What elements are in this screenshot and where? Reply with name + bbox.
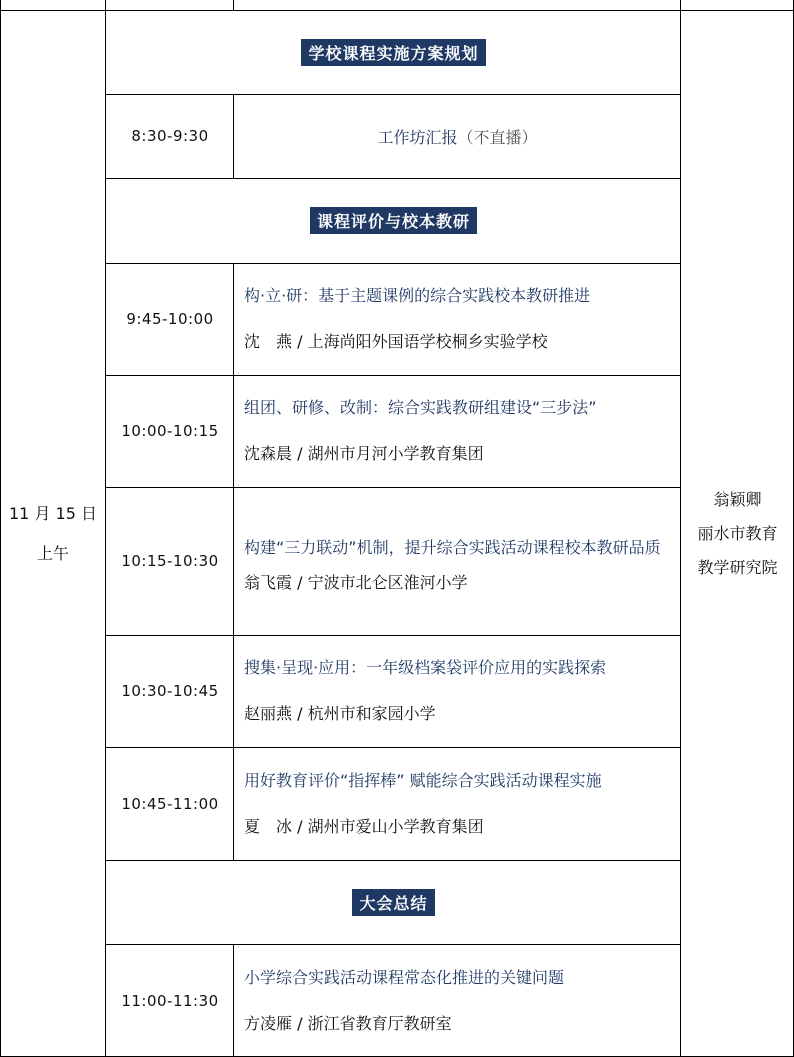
talk-speaker: 沈森晨 / 湖州市月河小学教育集团 [244, 444, 484, 463]
time-cell: 10:00-10:15 [121, 422, 219, 440]
table-border [105, 860, 681, 861]
talk-speaker: 方凌雁 / 浙江省教育厅教研室 [244, 1013, 452, 1033]
workshop-title: 工作坊汇报 [377, 127, 458, 147]
talk-speaker: 夏 冰 / 湖州市爱山小学教育集团 [244, 816, 484, 836]
table-border [105, 487, 681, 488]
table-border [105, 747, 681, 748]
table-border [680, 0, 681, 1057]
host-name: 翁颖卿 [713, 489, 762, 509]
table-border [105, 94, 681, 95]
table-border [105, 263, 681, 264]
table-border [0, 10, 794, 11]
table-border [105, 635, 681, 636]
section-header [106, 178, 681, 263]
table-border [105, 944, 681, 945]
table-border [233, 94, 234, 178]
talk-cell [234, 375, 681, 487]
talk-cell [234, 635, 681, 747]
talk-speaker: 翁飞霞 / 宁波市北仑区淮河小学 [244, 573, 468, 592]
section-badge: 学校课程实施方案规划 [301, 39, 485, 66]
table-border [0, 0, 1, 1057]
date-cell [0, 10, 106, 1057]
section-header [106, 860, 681, 944]
table-border [105, 178, 681, 179]
time-cell: 9:45-10:00 [126, 310, 214, 328]
time-cell: 10:15-10:30 [121, 552, 219, 570]
host-org-line2: 教学研究院 [697, 557, 778, 577]
workshop-note: （不直播） [457, 127, 538, 147]
talk-cell [234, 487, 681, 635]
section-badge: 课程评价与校本教研 [310, 207, 477, 234]
date-day: 11 月 15 日 [9, 503, 97, 523]
table-border [233, 944, 234, 1057]
table-border [105, 0, 106, 1057]
talk-speaker: 沈 燕 / 上海尚阳外国语学校桐乡实验学校 [244, 332, 548, 351]
host-cell [681, 10, 794, 1057]
time-cell: 10:45-11:00 [121, 794, 219, 813]
talk-title: 组团、研修、改制：综合实践教研组建设“三步法” [244, 398, 597, 417]
talk-title: 构·立·研：基于主题课例的综合实践校本教研推进 [244, 286, 591, 305]
workshop-cell [234, 94, 681, 178]
talk-cell [234, 747, 681, 860]
section-badge: 大会总结 [352, 889, 434, 916]
talk-title: 小学综合实践活动课程常态化推进的关键问题 [244, 967, 565, 987]
talk-title: 构建“三力联动”机制，提升综合实践活动课程校本教研品质 [244, 538, 661, 557]
time-cell: 8:30-9:30 [131, 127, 209, 145]
date-period: 上午 [36, 543, 69, 563]
talk-title: 用好教育评价“指挥棒” 赋能综合实践活动课程实施 [244, 770, 602, 790]
table-border [105, 375, 681, 376]
talk-speaker: 赵丽燕 / 杭州市和家园小学 [244, 704, 436, 723]
time-cell: 11:00-11:30 [121, 991, 219, 1010]
talk-cell [234, 944, 681, 1057]
host-org-line1: 丽水市教育 [697, 523, 778, 543]
table-border [233, 263, 234, 860]
section-header [106, 10, 681, 94]
table-border [233, 0, 234, 10]
time-cell: 10:30-10:45 [121, 682, 219, 700]
talk-cell [234, 263, 681, 375]
talk-title: 搜集·呈现·应用：一年级档案袋评价应用的实践探索 [244, 658, 607, 677]
